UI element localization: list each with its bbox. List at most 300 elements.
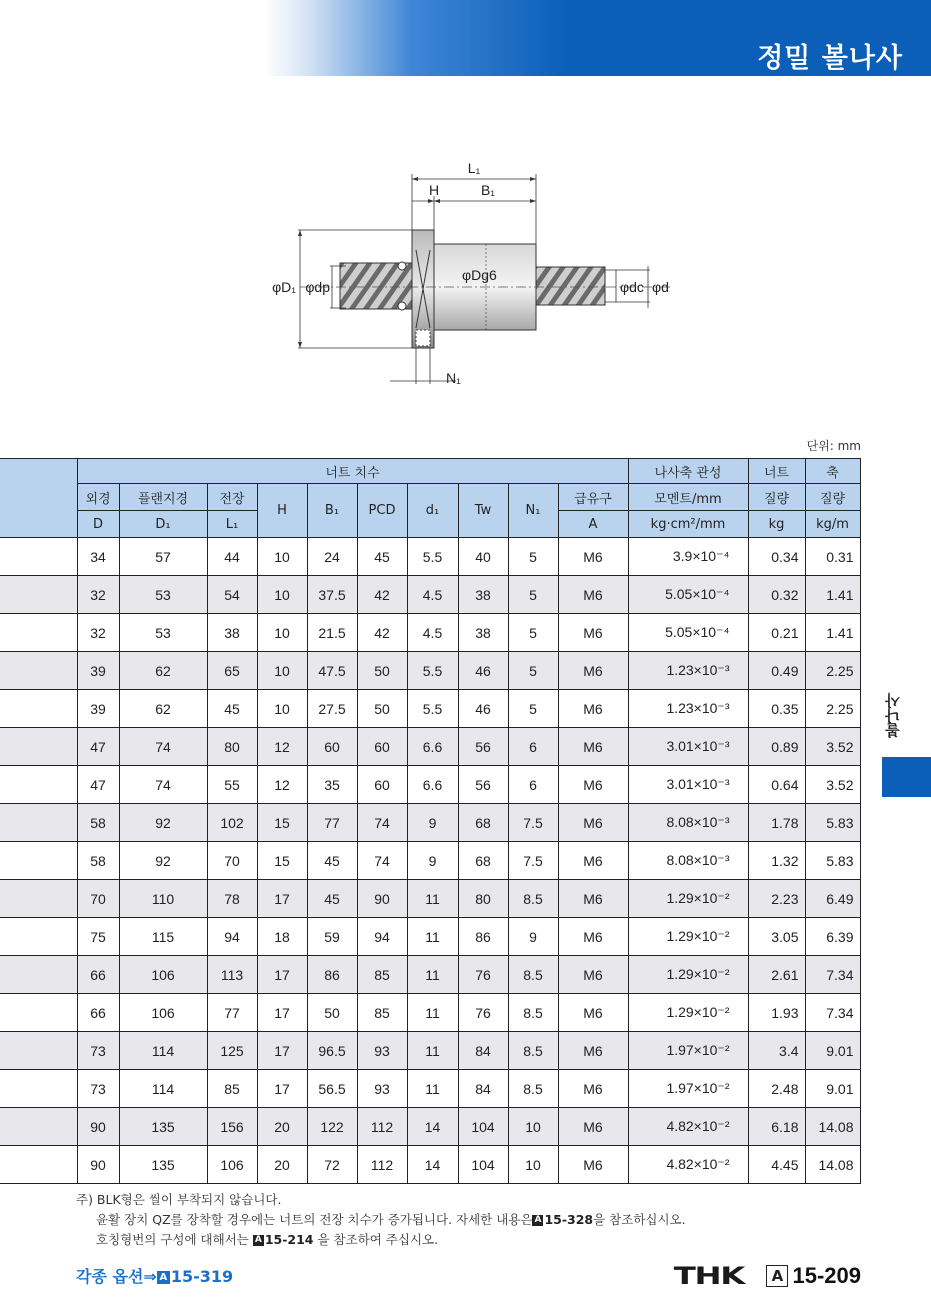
table-cell: 94 [357,918,407,956]
label-L1: L₁ [467,160,481,176]
table-cell: 40 [458,538,508,576]
table-cell: 17 [257,956,307,994]
table-cell: 10 [508,1108,558,1146]
table-cell: 156 [207,1108,257,1146]
table-cell: 14 [407,1146,458,1184]
table-cell: 77 [307,804,357,842]
table-cell: 6.39 [805,918,860,956]
table-cell: M6 [558,994,628,1032]
table-cell: M6 [558,1108,628,1146]
table-cell: 102 [207,804,257,842]
table-cell: 37.5 [307,576,357,614]
table-cell: 0.34 [748,538,805,576]
label-d: φd [652,279,669,295]
table-cell: 5.5 [407,690,458,728]
table-cell: 14.08 [805,1146,860,1184]
table-cell: 6 [508,766,558,804]
group-shaftmass-l1: 축 [805,459,860,484]
unit-label: 단위: mm [806,439,861,453]
table-cell: 12 [257,728,307,766]
table-cell: 5 [508,690,558,728]
table-cell: 74 [357,842,407,880]
table-cell: 9.01 [805,1070,860,1108]
table-cell: 74 [119,766,207,804]
note-line-3-text: 호칭형번의 구성에 대해서는 [96,1232,253,1247]
table-cell: 86 [458,918,508,956]
table-row [0,690,860,728]
table-cell: 12 [257,766,307,804]
table-cell: 74 [119,728,207,766]
model-cell [0,1146,77,1184]
table-cell: 104 [458,1108,508,1146]
table-cell: 45 [307,880,357,918]
table-cell: 106 [207,1146,257,1184]
group-inertia-l2: 모멘트/mm [628,484,748,511]
table-cell: 76 [458,994,508,1032]
table-cell: M6 [558,918,628,956]
table-cell: 92 [119,842,207,880]
col-d1: d₁ [407,484,458,538]
model-cell [0,728,77,766]
table-cell: 1.29×10⁻² [628,918,748,956]
table-cell: 11 [407,994,458,1032]
col-L1-l1: 전장 [207,484,257,511]
table-row [0,576,860,614]
table-cell: 45 [307,842,357,880]
table-cell: 0.32 [748,576,805,614]
table-cell: 10 [257,576,307,614]
col-D1-l1: 플랜지경 [119,484,207,511]
table-cell: 2.25 [805,690,860,728]
group-shaftmass-l2: 질량 [805,484,860,511]
table-cell: M6 [558,576,628,614]
table-cell: 84 [458,1032,508,1070]
table-row [0,538,860,576]
table-cell: 1.41 [805,614,860,652]
table-cell: 66 [77,956,119,994]
table-row [0,880,860,918]
table-cell: 11 [407,1032,458,1070]
table-cell: 2.48 [748,1070,805,1108]
table-cell: 4.45 [748,1146,805,1184]
col-D-l2: D [77,511,119,538]
table-cell: 1.29×10⁻² [628,994,748,1032]
group-shaftmass-l3: kg/m [805,511,860,538]
page-title: 정밀 볼나사 [757,43,903,74]
spec-table-body [0,538,860,1184]
table-cell: 50 [357,652,407,690]
group-inertia-l1: 나사축 관성 [628,459,748,484]
table-cell: 7.34 [805,994,860,1032]
table-cell: 10 [257,538,307,576]
table-cell: 14.08 [805,1108,860,1146]
table-cell: 93 [357,1070,407,1108]
table-cell: 56 [458,766,508,804]
table-cell: 6.18 [748,1108,805,1146]
table-cell: 5.5 [407,652,458,690]
model-cell [0,1070,77,1108]
table-cell: 5 [508,576,558,614]
label-dp: φdp [305,279,330,295]
note-line-1: 주) BLK형은 씰이 부착되지 않습니다. [76,1192,282,1207]
table-cell: 86 [307,956,357,994]
label-B1: B₁ [480,182,496,198]
table-cell: 122 [307,1108,357,1146]
group-nutmass-l3: kg [748,511,805,538]
table-cell: 3.52 [805,766,860,804]
table-cell: M6 [558,1146,628,1184]
table-cell: 125 [207,1032,257,1070]
table-row [0,1108,860,1146]
table-cell: M6 [558,728,628,766]
table-cell: 8.08×10⁻³ [628,842,748,880]
table-cell: 47.5 [307,652,357,690]
group-nut-dimensions: 너트 치수 [77,459,628,484]
table-cell: 4.82×10⁻² [628,1108,748,1146]
table-cell: 5.05×10⁻⁴ [628,576,748,614]
col-L1-l2: L₁ [207,511,257,538]
table-cell: 39 [77,652,119,690]
table-cell: 56.5 [307,1070,357,1108]
model-header-cell [0,459,77,538]
table-cell: 112 [357,1146,407,1184]
model-cell [0,842,77,880]
table-row [0,1032,860,1070]
table-cell: 62 [119,652,207,690]
table-cell: 24 [307,538,357,576]
table-cell: 45 [207,690,257,728]
table-cell: 73 [77,1070,119,1108]
table-cell: 46 [458,690,508,728]
table-cell: 1.97×10⁻² [628,1070,748,1108]
table-cell: 9 [407,804,458,842]
col-D1-l2: D₁ [119,511,207,538]
page-header [0,0,931,76]
table-cell: 58 [77,842,119,880]
note-line-2-tail: 을 참조하십시오. [593,1212,686,1227]
table-row [0,1146,860,1184]
table-cell: 90 [77,1108,119,1146]
table-cell: M6 [558,1070,628,1108]
table-cell: 56 [458,728,508,766]
table-cell: 1.41 [805,576,860,614]
table-cell: 15 [257,842,307,880]
model-cell [0,880,77,918]
table-cell: 8.5 [508,880,558,918]
table-cell: 10 [257,690,307,728]
options-link[interactable] [76,1264,233,1287]
table-cell: 47 [77,728,119,766]
table-cell: 58 [77,804,119,842]
table-cell: 20 [257,1108,307,1146]
table-cell: 4.5 [407,614,458,652]
screw-shaft-right [535,267,605,305]
note-line-2-text: 윤활 장치 QZ를 장착할 경우에는 너트의 전장 치수가 증가됩니다. 자세한 내용은 [96,1212,533,1227]
table-cell: 38 [207,614,257,652]
ref-badge-icon: A [253,1235,264,1246]
table-cell: 84 [458,1070,508,1108]
table-cell: 85 [357,994,407,1032]
table-cell: 1.23×10⁻³ [628,652,748,690]
table-cell: 0.89 [748,728,805,766]
col-N1: N₁ [508,484,558,538]
label-D1: φD₁ [272,279,296,295]
table-cell: M6 [558,766,628,804]
table-cell: 90 [357,880,407,918]
table-cell: 10 [257,652,307,690]
table-cell: 8.5 [508,1070,558,1108]
col-A-l2: A [558,511,628,538]
table-row [0,918,860,956]
footnotes [76,1190,686,1250]
table-cell: 114 [119,1032,207,1070]
table-cell: 70 [77,880,119,918]
page-badge-icon: A [766,1265,788,1287]
note-line-3-tail: 을 참조하여 주십시오. [313,1232,439,1247]
table-cell: 5.05×10⁻⁴ [628,614,748,652]
table-cell: 4.5 [407,576,458,614]
label-Dg6: φDg6 [462,267,497,283]
col-A-l1: 급유구 [558,484,628,511]
table-row [0,614,860,652]
table-cell: 21.5 [307,614,357,652]
table-cell: 3.52 [805,728,860,766]
table-cell: 113 [207,956,257,994]
table-cell: 5.83 [805,842,860,880]
table-cell: 8.5 [508,956,558,994]
label-H: H [428,182,440,198]
table-cell: 10 [257,614,307,652]
table-cell: 17 [257,1032,307,1070]
table-cell: 9.01 [805,1032,860,1070]
table-cell: 94 [207,918,257,956]
table-row [0,994,860,1032]
table-cell: M6 [558,652,628,690]
footer-page-info [674,1262,861,1290]
table-cell: 0.21 [748,614,805,652]
table-cell: 75 [77,918,119,956]
table-cell: 38 [458,614,508,652]
table-cell: 2.25 [805,652,860,690]
table-cell: 5 [508,652,558,690]
table-cell: 0.49 [748,652,805,690]
table-cell: 6.49 [805,880,860,918]
table-cell: 20 [257,1146,307,1184]
group-nutmass-l2: 질량 [748,484,805,511]
col-PCD: PCD [357,484,407,538]
table-cell: 1.29×10⁻² [628,880,748,918]
table-cell: 62 [119,690,207,728]
table-cell: 92 [119,804,207,842]
table-cell: 6.6 [407,766,458,804]
model-cell [0,690,77,728]
table-cell: 34 [77,538,119,576]
table-cell: 85 [207,1070,257,1108]
table-cell: 135 [119,1108,207,1146]
table-cell: 85 [357,956,407,994]
col-Tw: Tw [458,484,508,538]
table-cell: 14 [407,1108,458,1146]
model-cell [0,576,77,614]
table-cell: 77 [207,994,257,1032]
table-cell: 46 [458,652,508,690]
model-cell [0,1108,77,1146]
table-cell: M6 [558,956,628,994]
table-cell: 135 [119,1146,207,1184]
table-cell: 68 [458,842,508,880]
table-cell: 7.34 [805,956,860,994]
table-cell: 39 [77,690,119,728]
table-cell: 1.78 [748,804,805,842]
table-cell: M6 [558,538,628,576]
model-cell [0,1032,77,1070]
table-cell: 1.93 [748,994,805,1032]
table-row [0,728,860,766]
model-cell [0,956,77,994]
table-cell: 27.5 [307,690,357,728]
table-cell: 106 [119,994,207,1032]
table-cell: 50 [307,994,357,1032]
ref-badge-icon: A [532,1215,543,1226]
table-cell: 96.5 [307,1032,357,1070]
table-cell: 55 [207,766,257,804]
table-row [0,1070,860,1108]
model-cell [0,994,77,1032]
note-ref-15-328[interactable]: 15-328 [544,1212,594,1227]
table-cell: 11 [407,880,458,918]
table-cell: 60 [307,728,357,766]
table-cell: 3.01×10⁻³ [628,766,748,804]
thk-logo: THK [674,1262,745,1290]
table-cell: 106 [119,956,207,994]
table-cell: 60 [357,766,407,804]
model-cell [0,766,77,804]
table-cell: 1.32 [748,842,805,880]
table-cell: 93 [357,1032,407,1070]
table-cell: 10 [508,1146,558,1184]
table-cell: 45 [357,538,407,576]
table-cell: 68 [458,804,508,842]
model-cell [0,538,77,576]
table-cell: 1.23×10⁻³ [628,690,748,728]
note-ref-15-214[interactable]: 15-214 [264,1232,314,1247]
table-cell: 38 [458,576,508,614]
ball-screw-diagram [250,150,710,400]
table-cell: 0.31 [805,538,860,576]
options-label: 각종 옵션⇒ [76,1267,157,1286]
col-H: H [257,484,307,538]
table-cell: 42 [357,614,407,652]
table-cell: 8.5 [508,1032,558,1070]
table-cell: 0.64 [748,766,805,804]
table-cell: 11 [407,956,458,994]
table-cell: M6 [558,614,628,652]
table-cell: 9 [508,918,558,956]
table-cell: 6 [508,728,558,766]
table-cell: 11 [407,918,458,956]
table-cell: 80 [207,728,257,766]
table-cell: 1.97×10⁻² [628,1032,748,1070]
table-cell: 66 [77,994,119,1032]
table-cell: 53 [119,576,207,614]
table-cell: 70 [207,842,257,880]
label-dc: φdc [620,279,644,295]
table-cell: 60 [357,728,407,766]
table-cell: 112 [357,1108,407,1146]
table-cell: 57 [119,538,207,576]
table-row [0,652,860,690]
flange-hole [416,330,430,346]
col-D-l1: 외경 [77,484,119,511]
model-cell [0,652,77,690]
spec-table [0,458,861,1184]
table-cell: 5.83 [805,804,860,842]
table-cell: 110 [119,880,207,918]
table-cell: 2.61 [748,956,805,994]
page-number: 15-209 [792,1263,861,1288]
table-cell: 3.9×10⁻⁴ [628,538,748,576]
table-cell: 17 [257,994,307,1032]
table-cell: 3.01×10⁻³ [628,728,748,766]
table-cell: 50 [357,690,407,728]
table-cell: M6 [558,690,628,728]
table-cell: 5.5 [407,538,458,576]
table-cell: 76 [458,956,508,994]
note-line-2 [76,1210,686,1230]
table-cell: 17 [257,1070,307,1108]
table-cell: 11 [407,1070,458,1108]
table-cell: 47 [77,766,119,804]
table-cell: 65 [207,652,257,690]
table-cell: 4.82×10⁻² [628,1146,748,1184]
table-cell: 73 [77,1032,119,1070]
table-cell: 42 [357,576,407,614]
table-cell: 15 [257,804,307,842]
screw-shaft-left [340,263,416,309]
table-row [0,842,860,880]
table-cell: 7.5 [508,842,558,880]
table-cell: 1.29×10⁻² [628,956,748,994]
side-tab-marker[interactable] [882,757,931,797]
options-ref-badge-icon: A [157,1271,170,1284]
table-cell: M6 [558,880,628,918]
options-ref[interactable]: 15-319 [170,1267,234,1286]
label-N1: N₁ [446,370,461,386]
table-cell: 8.08×10⁻³ [628,804,748,842]
table-row [0,956,860,994]
table-cell: 6.6 [407,728,458,766]
table-cell: 8.5 [508,994,558,1032]
note-line-3 [76,1230,686,1250]
table-row [0,804,860,842]
table-row [0,766,860,804]
table-cell: 104 [458,1146,508,1184]
table-cell: 72 [307,1146,357,1184]
table-cell: 18 [257,918,307,956]
model-cell [0,614,77,652]
table-cell: 32 [77,614,119,652]
table-cell: 90 [77,1146,119,1184]
table-cell: M6 [558,804,628,842]
table-cell: 54 [207,576,257,614]
table-cell: M6 [558,1032,628,1070]
table-cell: 3.05 [748,918,805,956]
table-cell: 32 [77,576,119,614]
table-cell: 114 [119,1070,207,1108]
table-cell: 7.5 [508,804,558,842]
table-cell: 53 [119,614,207,652]
table-cell: 3.4 [748,1032,805,1070]
